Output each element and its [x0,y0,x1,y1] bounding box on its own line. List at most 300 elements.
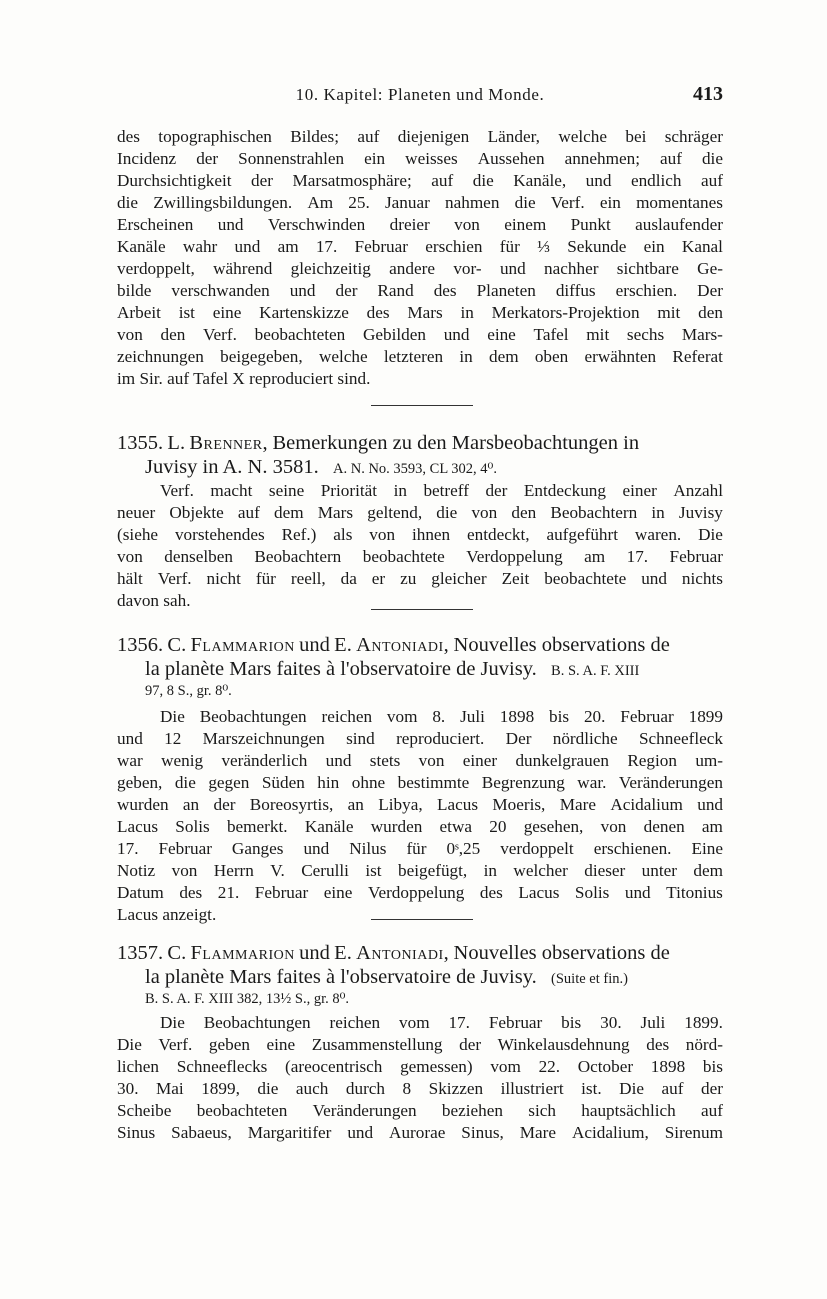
word: des [117,127,140,146]
word: Arbeit [117,303,161,322]
word: ist. [581,1079,602,1098]
word: den [160,325,186,344]
word: dreier [389,215,430,234]
entry-source: B. S. A. F. XIII [551,663,640,679]
text-line [160,480,723,502]
word: die [257,1079,279,1098]
author-name: Flammarion [190,942,295,964]
word: gesehen, [523,817,584,836]
word: 17. [117,839,139,858]
word: auf [357,127,380,146]
word: bestimmte [397,773,470,792]
word: 1898 [499,707,535,726]
word: verdoppelt, [117,259,195,278]
word: dieser [584,861,626,880]
word: etwa [439,817,472,836]
word: illustriert [500,1079,564,1098]
word: Die [117,1035,142,1054]
word: nichts [681,569,723,588]
word: andere [389,259,435,278]
word: sind [346,729,375,748]
word: vom [490,1057,521,1076]
word: denen [643,817,685,836]
text-line [117,1034,723,1056]
word: hält [117,569,143,588]
entry-title: Nouvelles observations de [453,942,670,964]
word: auf [661,1079,684,1098]
word: die [436,503,458,522]
word: auf [237,503,260,522]
word: von [369,525,396,544]
word: stets [369,751,401,770]
word: 25. [348,193,370,212]
word: Die [160,1013,185,1032]
entry-heading-line [145,964,628,990]
word: Länder, [487,127,540,146]
word: Februar [620,707,674,726]
word: von [454,215,480,234]
word: October [577,1057,634,1076]
entry-number: 1356. [117,634,164,656]
word: wenig [161,751,204,770]
word: bilde [117,281,152,300]
word: Ganges [231,839,284,858]
word: beobachteten [196,1101,288,1120]
word: reproduciert. [396,729,485,748]
word: dem [274,503,304,522]
word: welche [558,127,607,146]
word: der [485,481,508,500]
word: am [277,237,299,256]
word: in [393,481,407,500]
word: die [514,193,536,212]
word: Verschwinden [267,215,366,234]
entry-heading-line [117,940,670,966]
word: 22. [538,1057,561,1076]
word: Merkators-Projektion [491,303,640,322]
word: der [700,1079,723,1098]
word: und [697,795,723,814]
word: Schneefleck [638,729,723,748]
word: nahmen [445,193,500,212]
word: Moeris, [492,795,546,814]
text-line [117,568,723,590]
word: Der [505,729,532,748]
word: sechs [626,325,665,344]
word: durch [345,1079,386,1098]
word: neuer [117,503,156,522]
text-line [117,502,723,524]
word: Februar [669,547,723,566]
word: nicht [206,569,241,588]
text-line [117,148,723,170]
word: Mars [317,503,354,522]
author-initial: L. [167,432,186,454]
word: während [213,259,273,278]
word: verschwanden [171,281,270,300]
word: Zeit [501,569,530,588]
word: hin [317,773,340,792]
entry-title-cont: la planète Mars faites à l'observatoire de Juvisy. [145,966,537,988]
word: erschienen. [593,839,672,858]
word: momentanes [636,193,723,212]
word: und [641,569,667,588]
word: Mai [156,1079,184,1098]
word: einer [622,481,657,500]
text-line [160,706,723,728]
word: auf [700,1101,723,1120]
word: weisses [405,149,458,168]
author-initial: C. [167,634,187,656]
word: eine [323,883,353,902]
word: Verf. [550,193,585,212]
word: Mare [519,1123,557,1142]
word: oben [534,347,569,366]
word: von [117,547,143,566]
word: wurden [117,795,169,814]
author-initial: C. [167,942,187,964]
text-line [117,860,723,882]
word: schräger [664,127,723,146]
word: betreff [423,481,469,500]
word: Skizzen [428,1079,484,1098]
word: Durchsichtigkeit [117,171,232,190]
word: als [333,525,353,544]
word: Süden [261,773,305,792]
word: Verdoppelung [466,547,563,566]
author-initial: E. [334,942,352,964]
word: Incidenz [117,149,177,168]
word: Zwillingsbildungen. [153,193,293,212]
conjunction: und [299,634,330,656]
word: Punkt [570,215,611,234]
word: hauptsächlich [581,1101,676,1120]
text-line [117,750,723,772]
author-initial: E. [334,634,352,656]
word: Sirenum [664,1123,723,1142]
word: um- [695,751,723,770]
text-line [117,1122,723,1144]
word: beobachteten [254,325,346,344]
author-name: Antoniadi, [356,942,450,964]
word: Sonnenstrahlen [238,149,345,168]
word: Kanäle [304,817,354,836]
text-line [117,772,723,794]
word: da [340,569,357,588]
word: dunkelgrauen [515,751,609,770]
word: mit [586,325,610,344]
word: von [600,817,627,836]
entry-heading-line [117,632,670,658]
word: Aussehen [477,149,545,168]
word: auf [701,171,723,190]
word: am [584,547,606,566]
word: Entdeckung [523,481,606,500]
word: macht [210,481,253,500]
word: eine [487,325,516,344]
word: Die [619,1079,644,1098]
word: er [371,569,386,588]
word: Die [698,525,723,544]
word: nördliche [552,729,618,748]
word: Eine [691,839,723,858]
word: beigegeben, [220,347,303,366]
entry-heading-line [145,656,639,682]
word: diffus [555,281,596,300]
word: endlich [630,171,682,190]
word: Libya, [378,795,423,814]
text-line [117,816,723,838]
entry-source: B. S. A. F. XIII 382, 13½ S., gr. 8⁰. [145,991,350,1007]
word: V. [270,861,285,880]
word: Notiz [117,861,156,880]
word: Lacus [117,817,159,836]
word: ein [643,237,665,256]
word: Kartenskizze [259,303,349,322]
word: in [460,303,474,322]
word: Scheibe [117,1101,172,1120]
entry-number: 1357. [117,942,164,964]
word: bei [625,127,647,146]
word: einem [504,215,547,234]
text-line [117,126,723,148]
word: und [325,751,352,770]
text-line [117,236,723,258]
word: 17. [315,237,338,256]
author-name: Brenner, [189,432,269,454]
word: bis [561,1013,582,1032]
text-line [117,302,723,324]
word: die [701,149,723,168]
word: dem [488,347,519,366]
word: 20 [489,817,507,836]
word: an [347,795,364,814]
word: annehmen; [564,149,640,168]
word: ein [364,149,386,168]
word: Margaritifer [247,1123,332,1142]
word: Sabaeus, [171,1123,232,1142]
word: Lacus [436,795,479,814]
word: Kanal [681,237,723,256]
text-line [117,794,723,816]
word: am [701,817,723,836]
word: einer [462,751,498,770]
word: in [459,347,473,366]
word: Am [307,193,334,212]
word: des [479,883,503,902]
word: beigefügt, [398,861,468,880]
word: eine [212,303,242,322]
word: ihnen [411,525,451,544]
word: Acidalium, [571,1123,649,1142]
word: der [196,149,219,168]
word: nörd- [685,1035,723,1054]
word: Kanäle, [513,171,567,190]
word: auf [659,149,682,168]
word: auf [431,171,454,190]
word: Marsatmosphäre; [292,171,412,190]
word: (areocentrisch [285,1057,383,1076]
word: und [117,729,143,748]
word: wurden [370,817,423,836]
word: und [303,839,330,858]
text-line [117,1078,723,1100]
word: reell, [290,569,326,588]
text-line: im Sir. auf Tafel X reproduciert sind. [117,369,371,388]
word: gleichzeitig [290,259,371,278]
word: sich [528,1101,556,1120]
word: 1898 [650,1057,686,1076]
section-divider [371,919,473,920]
word: Schneeflecks [176,1057,268,1076]
word: Referat [672,347,723,366]
word: Marszeichnungen [202,729,325,748]
word: Boreosyrtis, [249,795,334,814]
word: veränderlich [221,751,308,770]
word: des [179,883,203,902]
word: 30. [600,1013,622,1032]
word: aufgeführt [546,525,619,544]
entry-title: Nouvelles observations de [453,634,670,656]
word: auch [295,1079,329,1098]
word: den [511,503,537,522]
word: vom [386,707,418,726]
word: und [585,171,612,190]
word: Beobachtungen [203,1013,311,1032]
word: vor- [453,259,482,278]
word: 8 [402,1079,412,1098]
word: Verdoppelung [367,883,465,902]
word: letzteren [383,347,444,366]
word: ⅓ [537,237,550,256]
word: 1899. [684,1013,723,1032]
entry-source-cont: 97, 8 S., gr. 8⁰. [145,683,232,699]
entry-source: A. N. No. 3593, CL 302, 4⁰. [333,461,497,477]
word: Verf. [203,325,237,344]
word: Cerulli [301,861,349,880]
word: beziehen [441,1101,503,1120]
word: Juli [640,1013,666,1032]
word: Die [160,707,185,726]
word: Objekte [169,503,224,522]
word: Solis [175,817,210,836]
word: der [459,1035,482,1054]
word: an [182,795,200,814]
word: bis [702,1057,723,1076]
word: Titonius [666,883,723,902]
word: des [646,1035,670,1054]
word: die [472,171,494,190]
word: dem [693,861,723,880]
text-line [117,1100,723,1122]
word: Der [697,281,723,300]
conjunction: und [299,942,330,964]
word: und [624,883,651,902]
word: Veränderungen [618,773,723,792]
word: Verf. [157,569,192,588]
section-divider [371,609,473,610]
word: vom [399,1013,430,1032]
word: Juvisy [678,503,723,522]
word: war. [577,773,607,792]
word: 20. [583,707,606,726]
section-divider [371,405,473,406]
word: Acidalium [610,795,683,814]
word: Januar [384,193,430,212]
word: ohne [351,773,386,792]
word: 1899 [688,707,723,726]
word: Februar [488,1013,543,1032]
word: Anzahl [673,481,723,500]
text-line [117,324,723,346]
word: und [443,325,470,344]
word: von [117,325,143,344]
word: gegen [208,773,250,792]
word: erschien. [615,281,678,300]
word: welche [318,347,368,366]
author-name: Flammarion [190,634,295,656]
word: die [174,773,196,792]
word: geben, [117,773,163,792]
word: Solis [574,883,610,902]
text-line [117,838,723,860]
word: Zusammenstellung [311,1035,443,1054]
word: von [171,861,198,880]
text-line [117,882,723,904]
word: die [117,193,138,212]
word: zeichnungen [117,347,204,366]
word: Begrenzung [481,773,565,792]
word: 12 [164,729,182,748]
word: 1899, [201,1079,240,1098]
text-line [117,192,723,214]
word: Sinus [117,1123,156,1142]
word: erschien [425,237,483,256]
text-line [117,258,723,280]
word: Aurorae [389,1123,446,1142]
word: reichen [329,1013,381,1032]
word: und [217,215,244,234]
word: Region [627,751,677,770]
word: Februar [254,883,309,902]
word: ein [599,193,621,212]
entry-number: 1355. [117,432,164,454]
text-line [117,280,723,302]
word: Herrn [213,861,254,880]
running-title: 10. Kapitel: Planeten und Monde. [295,85,545,104]
word: Rand [377,281,414,300]
text-line [117,728,723,750]
text-line [117,214,723,236]
word: der [251,171,273,190]
word: 0ˢ,25 [446,839,481,858]
word: auslaufender [635,215,723,234]
text-line: Lacus anzeigt. [117,905,217,924]
text-line [160,1012,723,1034]
word: geltend, [367,503,423,522]
word: Winkelausdehnung [497,1035,630,1054]
word: beobachtete [544,569,627,588]
word: der [213,795,236,814]
word: Mars [407,303,443,322]
author-name: Antoniadi, [356,634,450,656]
word: (siehe [117,525,159,544]
text-line [117,546,723,568]
word: und [499,259,526,278]
word: für [406,839,427,858]
word: zu [400,569,417,588]
word: Nilus [349,839,387,858]
